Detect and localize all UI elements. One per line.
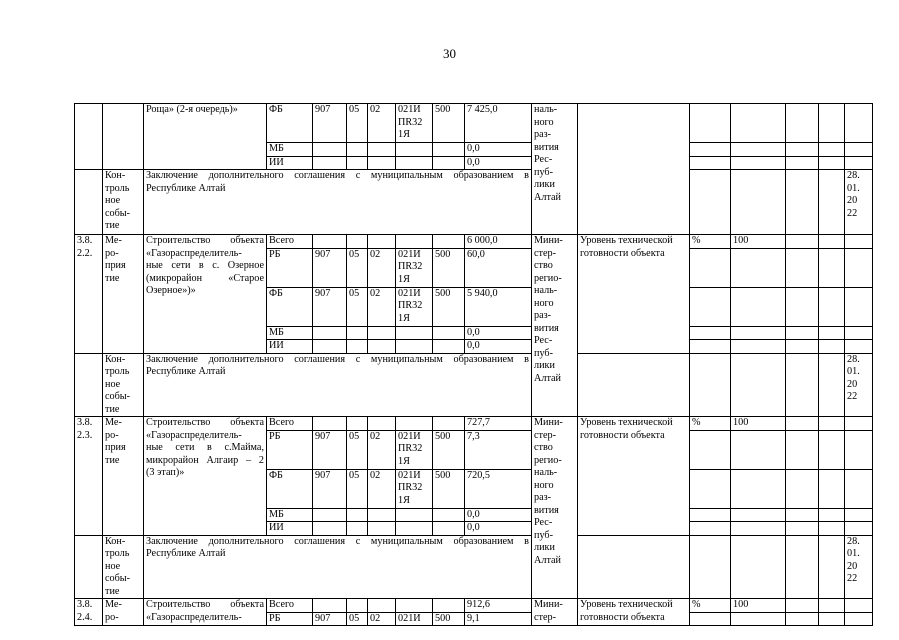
table-row bbox=[75, 417, 873, 431]
amount: 7 425,0 bbox=[465, 104, 532, 143]
fund-source: Всего bbox=[267, 599, 313, 613]
fund-source: МБ bbox=[267, 508, 313, 522]
fund-source: ФБ bbox=[267, 104, 313, 143]
fund-source: МБ bbox=[267, 143, 313, 157]
indicator-cell: Уровень технической готовности объекта bbox=[578, 599, 690, 626]
fund-source: РБ bbox=[267, 430, 313, 469]
table-row bbox=[75, 104, 873, 143]
control-type-cell: Кон- троль ное собы- тие bbox=[103, 170, 144, 235]
fund-source: ИИ bbox=[267, 156, 313, 170]
amount: 5 940,0 bbox=[465, 287, 532, 326]
budget-code-2: 05 bbox=[347, 104, 368, 143]
type-cell: Ме- ро- прия тие bbox=[103, 235, 144, 354]
amount: 9,1 bbox=[465, 612, 532, 626]
extra-cell bbox=[819, 104, 845, 143]
amount: 6 000,0 bbox=[465, 235, 532, 249]
target-code: 021И ПR32 1Я bbox=[396, 469, 433, 508]
extra-cell bbox=[786, 104, 819, 143]
responsible-cell: Мини- стер- ство регио- наль- ного раз- вития Рес- пуб- лики Алтай bbox=[532, 417, 578, 599]
table-row bbox=[75, 353, 873, 417]
extra-cell bbox=[845, 104, 873, 143]
amount: 0,0 bbox=[465, 143, 532, 157]
fund-source: ФБ bbox=[267, 287, 313, 326]
amount: 0,0 bbox=[465, 522, 532, 536]
event-name-cell: Роща» (2-я очередь)» bbox=[144, 104, 267, 170]
num-cell: 3.8. 2.3. bbox=[75, 417, 103, 536]
table-row: РБ 907 05 02 021И ПR32 1Я 500 7,3 bbox=[75, 430, 873, 469]
table-row bbox=[75, 235, 873, 249]
unit-cell: % bbox=[690, 599, 731, 613]
expense-type: 500 bbox=[433, 104, 465, 143]
value-cell: 100 bbox=[731, 417, 786, 431]
fund-source: ИИ bbox=[267, 340, 313, 354]
table-row: ФБ 907 05 02 021И ПR32 1Я 500 5 940,0 bbox=[75, 287, 873, 326]
event-name-cell: Строительство объекта «Газораспределитель- bbox=[144, 599, 267, 626]
type-cell bbox=[103, 104, 144, 170]
target-code: 021И ПR32 1Я bbox=[396, 430, 433, 469]
amount: 912,6 bbox=[465, 599, 532, 613]
indicator-cell bbox=[578, 104, 690, 235]
control-date: 28. 01. 20 22 bbox=[845, 353, 873, 417]
control-type-cell: Кон- троль ное собы- тие bbox=[103, 353, 144, 417]
control-date: 28. 01. 20 22 bbox=[845, 535, 873, 599]
unit-cell: % bbox=[690, 235, 731, 249]
amount: 60,0 bbox=[465, 248, 532, 287]
amount: 0,0 bbox=[465, 156, 532, 170]
amount: 727,7 bbox=[465, 417, 532, 431]
event-name-cell: Строительство объекта «Газораспределитель- ные сети в с. Озерное (микрорайон «Старое Озерное»)» bbox=[144, 235, 267, 354]
unit-cell bbox=[690, 104, 731, 143]
value-cell: 100 bbox=[731, 599, 786, 613]
fund-source: РБ bbox=[267, 248, 313, 287]
fund-source: РБ bbox=[267, 612, 313, 626]
event-name-cell: Строительство объекта «Газораспределитель- ные сети в с.Майма, микрорайон Алгаир – 2 (3 этап)» bbox=[144, 417, 267, 536]
amount: 0,0 bbox=[465, 326, 532, 340]
page-number: 30 bbox=[443, 46, 456, 61]
target-code: 021И ПR32 1Я bbox=[396, 104, 433, 143]
table-row bbox=[75, 170, 873, 235]
indicator-cell: Уровень технической готовности объекта bbox=[578, 417, 690, 536]
fund-source: Всего bbox=[267, 417, 313, 431]
responsible-cell: наль- ного раз- вития Рес- пуб- лики Алтай bbox=[532, 104, 578, 235]
responsible-cell: Мини- стер- ство регио- наль- ного раз- вития Рес- пуб- лики Алтай bbox=[532, 235, 578, 417]
amount: 0,0 bbox=[465, 340, 532, 354]
control-date: 28. 01. 20 22 bbox=[845, 170, 873, 235]
num-cell: 3.8. 2.2. bbox=[75, 235, 103, 354]
table-row: РБ 907 05 02 021И 500 9,1 bbox=[75, 612, 873, 626]
type-cell: Ме- ро- bbox=[103, 599, 144, 626]
num-cell bbox=[75, 104, 103, 170]
indicator-cell: Уровень технической готовности объекта bbox=[578, 235, 690, 354]
fund-source: ФБ bbox=[267, 469, 313, 508]
amount: 0,0 bbox=[465, 508, 532, 522]
responsible-cell: Мини- стер- bbox=[532, 599, 578, 626]
target-code: 021И ПR32 1Я bbox=[396, 248, 433, 287]
control-event-text: Заключение дополнительного соглашения с муниципальным образованием в Республике Алтай bbox=[144, 535, 532, 599]
unit-cell: % bbox=[690, 417, 731, 431]
value-cell bbox=[731, 104, 786, 143]
amount: 720,5 bbox=[465, 469, 532, 508]
budget-code-3: 02 bbox=[368, 104, 396, 143]
table-row: РБ 907 05 02 021И ПR32 1Я 500 60,0 bbox=[75, 248, 873, 287]
table-row bbox=[75, 535, 873, 599]
control-event-text: Заключение дополнительного соглашения с муниципальным образованием в Республике Алтай bbox=[144, 353, 532, 417]
program-table bbox=[74, 103, 873, 626]
target-code: 021И bbox=[396, 612, 433, 626]
control-type-cell: Кон- троль ное собы- тие bbox=[103, 535, 144, 599]
value-cell: 100 bbox=[731, 235, 786, 249]
num-cell bbox=[75, 170, 103, 235]
fund-source: Всего bbox=[267, 235, 313, 249]
num-cell: 3.8. 2.4. bbox=[75, 599, 103, 626]
control-event-text: Заключение дополнительного соглашения с муниципальным образованием в Республике Алтай bbox=[144, 170, 532, 235]
fund-source: МБ bbox=[267, 326, 313, 340]
type-cell: Ме- ро- прия тие bbox=[103, 417, 144, 536]
table-row bbox=[75, 599, 873, 613]
amount: 7,3 bbox=[465, 430, 532, 469]
budget-code-1: 907 bbox=[313, 104, 347, 143]
target-code: 021И ПR32 1Я bbox=[396, 287, 433, 326]
fund-source: ИИ bbox=[267, 522, 313, 536]
table-row: ФБ 907 05 02 021И ПR32 1Я 500 720,5 bbox=[75, 469, 873, 508]
